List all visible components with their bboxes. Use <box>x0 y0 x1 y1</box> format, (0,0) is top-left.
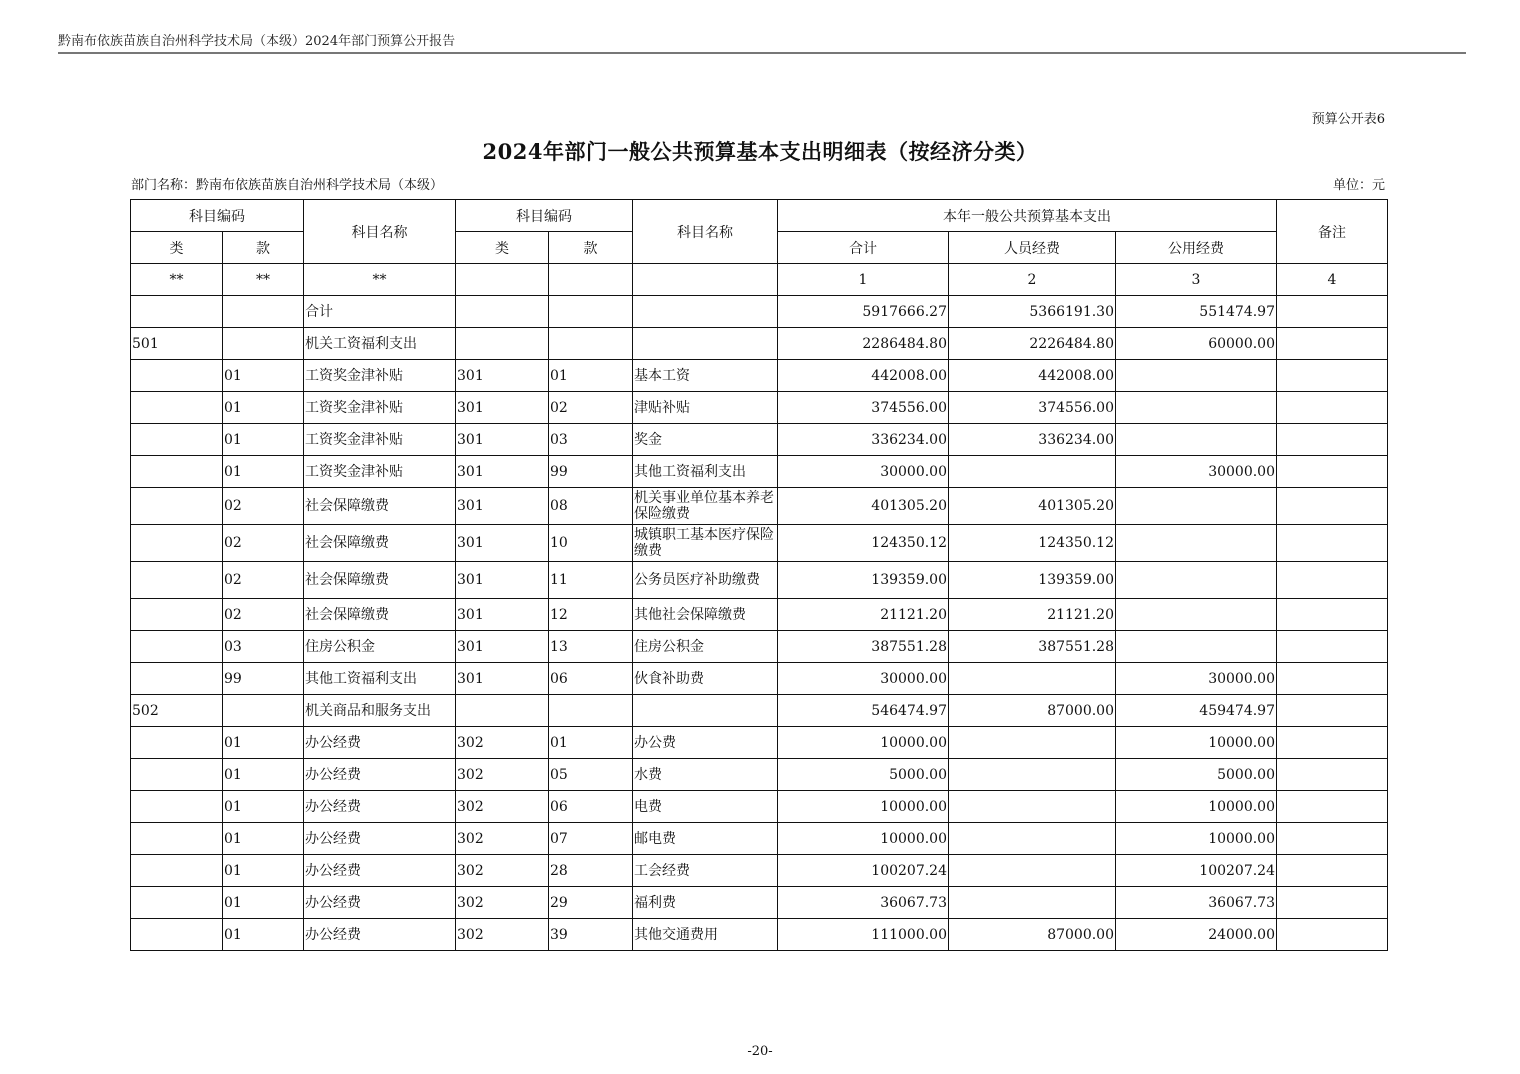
cell-total: 21121.20 <box>778 599 949 631</box>
cell-econ-kuan <box>549 328 633 360</box>
cell-subject-name: 办公经费 <box>304 919 456 951</box>
cell-subject-name: 办公经费 <box>304 855 456 887</box>
cell-remark <box>1277 887 1388 919</box>
cell-subject-name: 社会保障缴费 <box>304 525 456 562</box>
cell-personnel: 21121.20 <box>949 599 1116 631</box>
cell-remark <box>1277 599 1388 631</box>
cell-econ-lei: 302 <box>456 919 549 951</box>
cell-public: 30000.00 <box>1116 456 1277 488</box>
cell-lei <box>131 887 223 919</box>
cell-lei <box>131 360 223 392</box>
cell-public <box>1116 360 1277 392</box>
cell-econ-lei: 301 <box>456 663 549 695</box>
cell-total: 442008.00 <box>778 360 949 392</box>
table-row <box>131 392 1388 424</box>
cell-remark <box>1277 296 1388 328</box>
cell-subject-name: 工资奖金津补贴 <box>304 360 456 392</box>
cell-personnel <box>949 456 1116 488</box>
cell-kuan: 01 <box>223 919 304 951</box>
cell-econ-subject-name: 电费 <box>633 791 778 823</box>
cell-personnel: 5366191.30 <box>949 296 1116 328</box>
cell-kuan <box>223 695 304 727</box>
index-cell: 1 <box>778 264 949 296</box>
cell-econ-subject-name: 奖金 <box>633 424 778 456</box>
cell-personnel <box>949 663 1116 695</box>
cell-econ-kuan: 07 <box>549 823 633 855</box>
cell-personnel <box>949 887 1116 919</box>
cell-econ-kuan: 06 <box>549 791 633 823</box>
cell-kuan <box>223 328 304 360</box>
unit-label: 单位：元 <box>1332 178 1385 193</box>
cell-public <box>1116 488 1277 525</box>
col-lei: 类 <box>131 232 223 264</box>
cell-lei <box>131 456 223 488</box>
cell-total: 2286484.80 <box>778 328 949 360</box>
col-econ-code-group: 科目编码 <box>456 200 633 232</box>
cell-total: 111000.00 <box>778 919 949 951</box>
cell-econ-subject-name: 津贴补贴 <box>633 392 778 424</box>
cell-lei <box>131 919 223 951</box>
cell-public: 10000.00 <box>1116 791 1277 823</box>
cell-remark <box>1277 919 1388 951</box>
table-row <box>131 456 1388 488</box>
cell-total: 546474.97 <box>778 695 949 727</box>
cell-lei: 502 <box>131 695 223 727</box>
cell-personnel <box>949 727 1116 759</box>
cell-public <box>1116 599 1277 631</box>
cell-public: 100207.24 <box>1116 855 1277 887</box>
cell-subject-name: 工资奖金津补贴 <box>304 424 456 456</box>
cell-econ-subject-name: 公务员医疗补助缴费 <box>633 562 778 599</box>
cell-total: 139359.00 <box>778 562 949 599</box>
cell-econ-subject-name: 福利费 <box>633 887 778 919</box>
cell-econ-lei: 301 <box>456 562 549 599</box>
cell-personnel: 336234.00 <box>949 424 1116 456</box>
cell-econ-lei <box>456 695 549 727</box>
cell-personnel: 401305.20 <box>949 488 1116 525</box>
header-rule <box>58 52 1466 54</box>
cell-econ-subject-name: 工会经费 <box>633 855 778 887</box>
cell-total: 36067.73 <box>778 887 949 919</box>
cell-lei <box>131 791 223 823</box>
cell-econ-subject-name: 邮电费 <box>633 823 778 855</box>
cell-lei <box>131 823 223 855</box>
cell-econ-subject-name: 城镇职工基本医疗保险缴费 <box>633 525 778 562</box>
cell-lei <box>131 488 223 525</box>
cell-econ-kuan: 10 <box>549 525 633 562</box>
index-row <box>131 264 1388 296</box>
cell-subject-name: 办公经费 <box>304 727 456 759</box>
cell-subject-name: 办公经费 <box>304 791 456 823</box>
table-row <box>131 759 1388 791</box>
cell-personnel: 387551.28 <box>949 631 1116 663</box>
cell-lei <box>131 727 223 759</box>
cell-remark <box>1277 823 1388 855</box>
cell-econ-subject-name: 机关事业单位基本养老保险缴费 <box>633 488 778 525</box>
cell-subject-name: 住房公积金 <box>304 631 456 663</box>
cell-personnel: 87000.00 <box>949 695 1116 727</box>
cell-remark <box>1277 392 1388 424</box>
table-row <box>131 599 1388 631</box>
cell-kuan: 01 <box>223 791 304 823</box>
cell-econ-lei: 302 <box>456 727 549 759</box>
cell-kuan: 01 <box>223 424 304 456</box>
page-number: -20- <box>747 1044 773 1059</box>
cell-kuan: 01 <box>223 887 304 919</box>
col-expense-group: 本年一般公共预算基本支出 <box>778 200 1277 232</box>
cell-personnel <box>949 791 1116 823</box>
cell-econ-subject-name: 水费 <box>633 759 778 791</box>
table-row <box>131 855 1388 887</box>
cell-kuan: 02 <box>223 562 304 599</box>
index-cell: ** <box>304 264 456 296</box>
cell-kuan: 99 <box>223 663 304 695</box>
cell-kuan <box>223 296 304 328</box>
cell-lei <box>131 855 223 887</box>
cell-personnel: 139359.00 <box>949 562 1116 599</box>
cell-kuan: 01 <box>223 823 304 855</box>
cell-kuan: 02 <box>223 525 304 562</box>
cell-total: 30000.00 <box>778 456 949 488</box>
cell-remark <box>1277 360 1388 392</box>
cell-total: 5917666.27 <box>778 296 949 328</box>
cell-kuan: 01 <box>223 392 304 424</box>
cell-lei <box>131 562 223 599</box>
cell-econ-subject-name <box>633 328 778 360</box>
col-personnel: 人员经费 <box>949 232 1116 264</box>
running-header: 黔南布依族苗族自治州科学技术局（本级）2024年部门预算公开报告 <box>58 34 456 49</box>
cell-econ-subject-name: 伙食补助费 <box>633 663 778 695</box>
cell-remark <box>1277 759 1388 791</box>
cell-lei <box>131 525 223 562</box>
cell-econ-kuan: 29 <box>549 887 633 919</box>
table-row <box>131 296 1388 328</box>
table-row <box>131 919 1388 951</box>
cell-total: 387551.28 <box>778 631 949 663</box>
cell-econ-kuan: 01 <box>549 360 633 392</box>
col-econ-lei: 类 <box>456 232 549 264</box>
table-row <box>131 695 1388 727</box>
cell-econ-kuan: 13 <box>549 631 633 663</box>
table-row <box>131 424 1388 456</box>
col-remark: 备注 <box>1277 200 1388 264</box>
cell-total: 10000.00 <box>778 727 949 759</box>
cell-subject-name: 工资奖金津补贴 <box>304 392 456 424</box>
table-row <box>131 328 1388 360</box>
col-econ-kuan: 款 <box>549 232 633 264</box>
cell-econ-subject-name: 其他社会保障缴费 <box>633 599 778 631</box>
cell-econ-kuan: 01 <box>549 727 633 759</box>
table-row <box>131 823 1388 855</box>
cell-econ-subject-name: 其他工资福利支出 <box>633 456 778 488</box>
cell-personnel: 2226484.80 <box>949 328 1116 360</box>
col-total: 合计 <box>778 232 949 264</box>
table-row <box>131 488 1388 525</box>
cell-remark <box>1277 695 1388 727</box>
table-row <box>131 631 1388 663</box>
cell-subject-name: 社会保障缴费 <box>304 599 456 631</box>
cell-econ-kuan: 05 <box>549 759 633 791</box>
cell-subject-name: 办公经费 <box>304 823 456 855</box>
department-label: 部门名称：黔南布依族苗族自治州科学技术局（本级） <box>131 178 444 193</box>
cell-kuan: 01 <box>223 456 304 488</box>
cell-econ-lei: 301 <box>456 456 549 488</box>
cell-econ-lei: 302 <box>456 887 549 919</box>
cell-subject-name: 办公经费 <box>304 887 456 919</box>
cell-econ-subject-name <box>633 695 778 727</box>
cell-personnel <box>949 759 1116 791</box>
cell-remark <box>1277 525 1388 562</box>
cell-total: 401305.20 <box>778 488 949 525</box>
cell-econ-lei: 301 <box>456 360 549 392</box>
cell-econ-kuan: 02 <box>549 392 633 424</box>
cell-econ-lei: 302 <box>456 759 549 791</box>
cell-econ-lei: 301 <box>456 631 549 663</box>
cell-lei <box>131 599 223 631</box>
col-econ-subject-name: 科目名称 <box>633 200 778 264</box>
cell-remark <box>1277 631 1388 663</box>
col-kuan: 款 <box>223 232 304 264</box>
cell-econ-kuan: 28 <box>549 855 633 887</box>
cell-econ-kuan: 03 <box>549 424 633 456</box>
cell-econ-subject-name: 其他交通费用 <box>633 919 778 951</box>
cell-total: 5000.00 <box>778 759 949 791</box>
cell-public: 24000.00 <box>1116 919 1277 951</box>
cell-public <box>1116 562 1277 599</box>
table-row <box>131 360 1388 392</box>
cell-subject-name: 工资奖金津补贴 <box>304 456 456 488</box>
cell-econ-subject-name: 办公费 <box>633 727 778 759</box>
table-row <box>131 727 1388 759</box>
cell-lei <box>131 296 223 328</box>
index-cell: ** <box>131 264 223 296</box>
cell-remark <box>1277 855 1388 887</box>
cell-remark <box>1277 663 1388 695</box>
cell-econ-lei: 301 <box>456 525 549 562</box>
cell-total: 100207.24 <box>778 855 949 887</box>
table-number: 预算公开表6 <box>1311 112 1385 127</box>
cell-public: 5000.00 <box>1116 759 1277 791</box>
cell-total: 374556.00 <box>778 392 949 424</box>
cell-econ-kuan: 06 <box>549 663 633 695</box>
cell-econ-kuan <box>549 296 633 328</box>
col-code-group: 科目编码 <box>131 200 304 232</box>
index-cell <box>633 264 778 296</box>
cell-remark <box>1277 488 1388 525</box>
cell-subject-name: 办公经费 <box>304 759 456 791</box>
index-cell: 3 <box>1116 264 1277 296</box>
header-row-1 <box>131 200 1388 232</box>
cell-total: 336234.00 <box>778 424 949 456</box>
cell-econ-lei: 301 <box>456 599 549 631</box>
cell-econ-subject-name: 住房公积金 <box>633 631 778 663</box>
cell-lei <box>131 392 223 424</box>
cell-personnel <box>949 855 1116 887</box>
table-row <box>131 525 1388 562</box>
cell-remark <box>1277 562 1388 599</box>
cell-remark <box>1277 328 1388 360</box>
cell-subject-name: 社会保障缴费 <box>304 488 456 525</box>
table-row <box>131 663 1388 695</box>
cell-personnel: 374556.00 <box>949 392 1116 424</box>
index-cell: 4 <box>1277 264 1388 296</box>
cell-lei <box>131 424 223 456</box>
cell-econ-kuan <box>549 695 633 727</box>
cell-remark <box>1277 727 1388 759</box>
cell-kuan: 03 <box>223 631 304 663</box>
table-row <box>131 887 1388 919</box>
cell-kuan: 02 <box>223 599 304 631</box>
cell-kuan: 01 <box>223 360 304 392</box>
cell-public: 551474.97 <box>1116 296 1277 328</box>
cell-subject-name: 其他工资福利支出 <box>304 663 456 695</box>
page-title: 2024年部门一般公共预算基本支出明细表（按经济分类） <box>482 139 1038 164</box>
cell-kuan: 01 <box>223 759 304 791</box>
cell-subject-name: 机关工资福利支出 <box>304 328 456 360</box>
cell-econ-lei: 302 <box>456 855 549 887</box>
cell-econ-kuan: 12 <box>549 599 633 631</box>
cell-personnel <box>949 823 1116 855</box>
index-cell <box>456 264 549 296</box>
cell-econ-lei: 301 <box>456 392 549 424</box>
cell-public: 10000.00 <box>1116 727 1277 759</box>
cell-subject-name: 社会保障缴费 <box>304 562 456 599</box>
col-public: 公用经费 <box>1116 232 1277 264</box>
cell-remark <box>1277 424 1388 456</box>
cell-public: 10000.00 <box>1116 823 1277 855</box>
cell-total: 124350.12 <box>778 525 949 562</box>
cell-personnel: 87000.00 <box>949 919 1116 951</box>
cell-econ-subject-name <box>633 296 778 328</box>
cell-public: 459474.97 <box>1116 695 1277 727</box>
cell-econ-kuan: 08 <box>549 488 633 525</box>
cell-econ-lei <box>456 328 549 360</box>
cell-public: 60000.00 <box>1116 328 1277 360</box>
budget-table <box>130 199 1388 951</box>
cell-total: 10000.00 <box>778 823 949 855</box>
cell-econ-kuan: 39 <box>549 919 633 951</box>
cell-personnel: 442008.00 <box>949 360 1116 392</box>
cell-public: 30000.00 <box>1116 663 1277 695</box>
cell-remark <box>1277 791 1388 823</box>
cell-econ-lei <box>456 296 549 328</box>
index-cell: 2 <box>949 264 1116 296</box>
cell-econ-lei: 302 <box>456 791 549 823</box>
cell-econ-lei: 301 <box>456 488 549 525</box>
cell-kuan: 02 <box>223 488 304 525</box>
cell-econ-lei: 301 <box>456 424 549 456</box>
col-subject-name: 科目名称 <box>304 200 456 264</box>
cell-subject-name: 合计 <box>304 296 456 328</box>
cell-personnel: 124350.12 <box>949 525 1116 562</box>
cell-remark <box>1277 456 1388 488</box>
cell-total: 10000.00 <box>778 791 949 823</box>
cell-public <box>1116 424 1277 456</box>
table-row <box>131 791 1388 823</box>
cell-lei <box>131 663 223 695</box>
cell-public <box>1116 525 1277 562</box>
cell-kuan: 01 <box>223 727 304 759</box>
index-cell <box>549 264 633 296</box>
table-row <box>131 562 1388 599</box>
index-cell: ** <box>223 264 304 296</box>
cell-kuan: 01 <box>223 855 304 887</box>
cell-econ-lei: 302 <box>456 823 549 855</box>
cell-lei <box>131 759 223 791</box>
cell-econ-kuan: 11 <box>549 562 633 599</box>
cell-subject-name: 机关商品和服务支出 <box>304 695 456 727</box>
cell-lei <box>131 631 223 663</box>
cell-econ-subject-name: 基本工资 <box>633 360 778 392</box>
cell-total: 30000.00 <box>778 663 949 695</box>
cell-lei: 501 <box>131 328 223 360</box>
cell-public <box>1116 392 1277 424</box>
cell-public <box>1116 631 1277 663</box>
cell-econ-kuan: 99 <box>549 456 633 488</box>
cell-public: 36067.73 <box>1116 887 1277 919</box>
